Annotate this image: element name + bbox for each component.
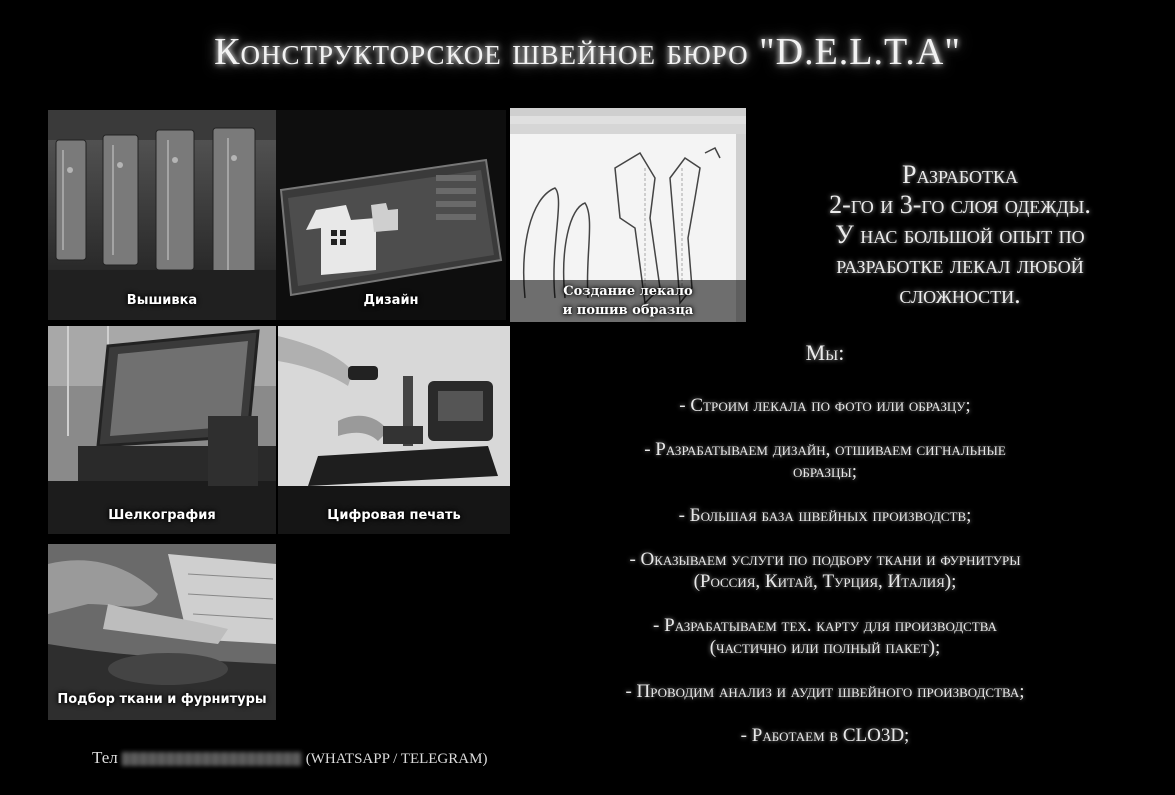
we-heading: Мы: bbox=[805, 340, 845, 365]
list-item-line: - Оказываем услуги по подбору ткани и фурнитуры bbox=[629, 549, 1021, 570]
intro-line: 2-го и 3-го слоя одежды. bbox=[829, 190, 1091, 219]
list-item bbox=[495, 549, 1155, 593]
intro-line: У нас большой опыт по bbox=[835, 220, 1085, 249]
list-item-line: образцы; bbox=[792, 461, 857, 482]
silkscreen-press-photo-icon bbox=[48, 326, 276, 534]
service-label: Вышивка bbox=[126, 293, 198, 308]
redacted-phone-number bbox=[122, 752, 302, 766]
list-item bbox=[495, 505, 1155, 527]
service-tile-silkscreen[interactable] bbox=[48, 326, 276, 534]
heat-press-photo-icon bbox=[278, 326, 510, 534]
service-tile-design[interactable] bbox=[276, 110, 506, 320]
service-tile-pattern-making[interactable] bbox=[510, 108, 746, 322]
service-label-pattern bbox=[510, 280, 746, 322]
list-item bbox=[495, 681, 1155, 703]
service-label: Шелкография bbox=[108, 508, 216, 523]
list-item-line: (частично или полный пакет); bbox=[709, 637, 941, 658]
service-tile-digital-print[interactable] bbox=[278, 326, 510, 534]
service-label-line: и пошив образца bbox=[562, 303, 694, 318]
list-item bbox=[495, 395, 1155, 417]
contact-phone[interactable] bbox=[92, 748, 487, 768]
service-label: Подбор ткани и фурнитуры bbox=[57, 692, 267, 707]
list-item-line: - Работаем в CLO3D; bbox=[740, 725, 910, 746]
service-label: Дизайн bbox=[363, 293, 419, 308]
messenger-note: (WHATSAPP / TELEGRAM) bbox=[305, 751, 488, 767]
list-item-line: (Россия, Китай, Турция, Италия); bbox=[693, 571, 957, 592]
service-tile-embroidery[interactable] bbox=[48, 110, 276, 320]
page-title: Конструкторское швейное бюро "D.E.L.T.A" bbox=[214, 31, 961, 73]
services-list bbox=[495, 395, 1155, 769]
service-label: Цифровая печать bbox=[327, 508, 461, 523]
list-item-line: - Разрабатываем дизайн, отшиваем сигнальные bbox=[644, 439, 1006, 460]
list-item-line: - Большая база швейных производств; bbox=[678, 505, 972, 526]
list-item-line: - Проводим анализ и аудит швейного производства; bbox=[625, 681, 1025, 702]
phone-prefix: Тел bbox=[92, 748, 118, 767]
intro-line: сложности. bbox=[899, 280, 1021, 309]
service-tile-fabric-selection[interactable] bbox=[48, 544, 276, 720]
list-item bbox=[495, 725, 1155, 747]
list-item bbox=[495, 439, 1155, 483]
list-item bbox=[495, 615, 1155, 659]
embroidery-machine-photo-icon bbox=[48, 110, 276, 320]
list-item-line: - Строим лекала по фото или образцу; bbox=[679, 395, 971, 416]
intro-text bbox=[760, 160, 1160, 310]
intro-line: Разработка bbox=[902, 160, 1018, 189]
intro-line: разработке лекал любой bbox=[836, 250, 1084, 279]
design-monitor-photo-icon bbox=[276, 110, 506, 320]
service-label-line: Создание лекало bbox=[563, 284, 693, 299]
list-item-line: - Разрабатываем тех. карту для производства bbox=[653, 615, 997, 636]
